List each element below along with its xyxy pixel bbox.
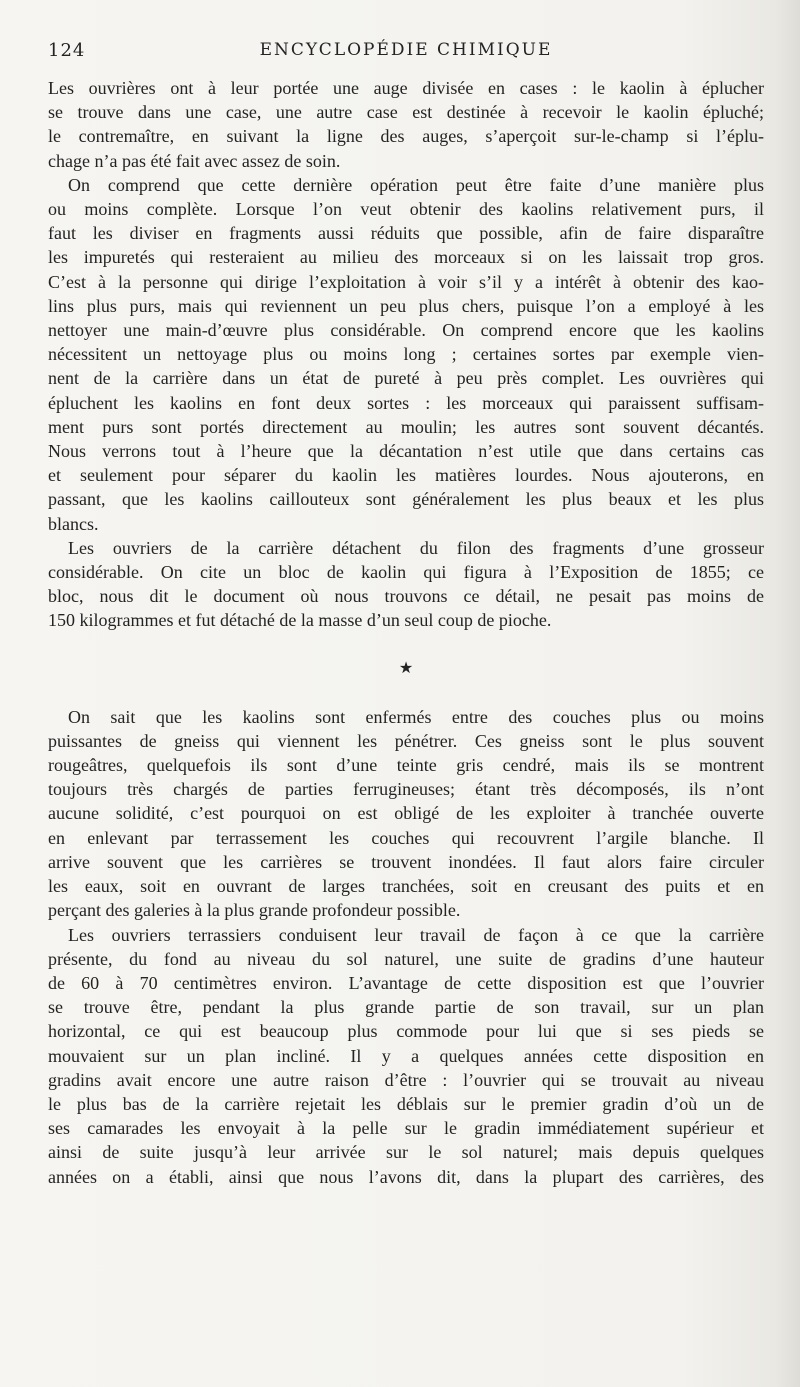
text-line: aucune solidité, c’est pourquoi on est obligé de les exploiter à tranchée ouverte	[48, 803, 764, 824]
text-line: rougeâtres, quelquefois ils sont d’une teinte gris cendré, mais ils se montrent	[48, 755, 764, 776]
paragraph-auge	[48, 76, 764, 173]
text-line: 150 kilogrammes et fut détaché de la masse d’un seul coup de pioche.	[48, 610, 552, 631]
page-body	[48, 76, 764, 1189]
text-line: chage n’a pas été fait avec assez de soin.	[48, 150, 341, 171]
text-line: ses camarades les envoyait à la pelle sur le gradin immédiatement supérieur et	[48, 1118, 764, 1139]
text-line: Les ouvriers terrassiers conduisent leur travail de façon à ce que la carrière	[68, 924, 764, 945]
text-line: arrive souvent que les carrières se trouvent inondées. Il faut alors faire circuler	[48, 851, 764, 872]
text-line: nent de la carrière dans un état de pureté à peu près complet. Les ouvrières qui	[48, 368, 764, 389]
running-head: ENCYCLOPÉDIE CHIMIQUE	[259, 40, 553, 60]
text-line: lins plus purs, mais qui reviennent un peu plus chers, puisque l’on a employé à les	[48, 295, 764, 316]
text-line: bloc, nous dit le document où nous trouvons ce détail, ne pesait pas moins de	[48, 586, 764, 607]
paragraph-gradins	[48, 923, 764, 1189]
text-line: et seulement pour séparer du kaolin les matières lourdes. Nous ajouterons, en	[48, 465, 764, 486]
text-line: nettoyer une main-d’œuvre plus considérable. On comprend encore que les kaolins	[48, 320, 764, 341]
text-line: le contremaître, en suivant la ligne des auges, s’aperçoit sur-le-champ si l’éplu-	[48, 126, 764, 147]
text-line: les impuretés qui resteraient au milieu des morceaux si on les laissait trop gros.	[48, 247, 764, 268]
text-line: perçant des galeries à la plus grande profondeur possible.	[48, 900, 461, 921]
text-line: horizontal, ce qui est beaucoup plus commode pour lui que si ses pieds se	[48, 1021, 764, 1042]
paragraph-gneiss	[48, 705, 764, 923]
text-line: On sait que les kaolins sont enfermés entre des couches plus ou moins	[68, 706, 764, 727]
text-line: blancs.	[48, 513, 99, 534]
text-line: puissantes de gneiss qui viennent les pénétrer. Ces gneiss sont le plus souvent	[48, 730, 764, 751]
text-line: ment purs sont portés directement au moulin; les autres sont souvent décantés.	[48, 416, 764, 437]
page-header	[48, 40, 764, 68]
text-line: en enlevant par terrassement les couches qui recouvrent l’argile blanche. Il	[48, 827, 764, 848]
text-line: Les ouvriers de la carrière détachent du filon des fragments d’une grosseur	[68, 537, 764, 558]
text-line: On comprend que cette dernière opération peut être faite d’une manière plus	[68, 174, 764, 195]
text-line: mouvaient sur un plan incliné. Il y a quelques années cette disposition en	[48, 1045, 764, 1066]
text-line: le plus bas de la carrière rejetait les déblais sur le premier gradin d’où un de	[48, 1093, 764, 1114]
text-line: ou moins complète. Lorsque l’on veut obtenir des kaolins relativement purs, il	[48, 199, 764, 220]
paragraph-bloc	[48, 536, 764, 633]
paragraph-epluchage	[48, 173, 764, 536]
text-line: gradins avait encore une autre raison d’être : l’ouvrier qui se trouvait au niveau	[48, 1069, 764, 1090]
text-line: nécessitent un nettoyage plus ou moins long ; certaines sortes par exemple vien-	[48, 344, 764, 365]
text-line: Nous verrons tout à l’heure que la décantation n’est utile que dans certains cas	[48, 441, 764, 462]
text-line: passant, que les kaolins caillouteux sont généralement les plus beaux et les plus	[48, 489, 764, 510]
text-line: se trouve dans une case, une autre case est destinée à recevoir le kaolin épluché;	[48, 102, 764, 123]
section-separator-star: ★	[398, 659, 414, 677]
text-line: épluchent les kaolins en font deux sortes : les morceaux qui paraissent suffisam-	[48, 392, 764, 413]
text-line: C’est à la personne qui dirige l’exploitation à voir s’il y a intérêt à obtenir des kao-	[48, 271, 764, 292]
text-line: les eaux, soit en ouvrant de larges tranchées, soit en creusant des puits et en	[48, 876, 764, 897]
text-line: toujours très chargés de parties ferrugineuses; étant très décomposés, ils n’ont	[48, 779, 764, 800]
text-line: de 60 à 70 centimètres environ. L’avantage de cette disposition est que l’ouvrier	[48, 972, 764, 993]
text-line: considérable. On cite un bloc de kaolin qui figura à l’Exposition de 1855; ce	[48, 562, 764, 583]
text-line: ainsi de suite jusqu’à leur arrivée sur le sol naturel; mais depuis quelques	[48, 1142, 764, 1163]
text-line: faut les diviser en fragments aussi réduits que possible, afin de faire disparaître	[48, 223, 764, 244]
text-line: années on a établi, ainsi que nous l’avons dit, dans la plupart des carrières, des	[48, 1166, 764, 1187]
text-line: Les ouvrières ont à leur portée une auge divisée en cases : le kaolin à éplucher	[48, 78, 764, 98]
text-line: se trouve être, pendant la plus grande partie de son travail, sur un plan	[48, 997, 764, 1018]
text-line: présente, du fond au niveau du sol naturel, une suite de gradins d’une hauteur	[48, 948, 764, 969]
page-number: 124	[48, 40, 86, 61]
